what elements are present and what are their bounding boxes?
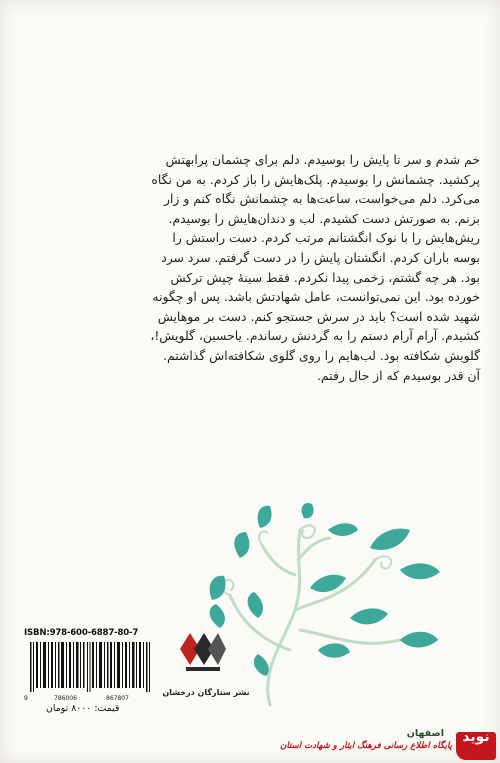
barcode-block — [24, 628, 154, 726]
text-line: بود. هر چه گشتم، زخمی پیدا نکردم. فقط سینهٔ چپش ترکش — [170, 269, 480, 285]
text-line: آن قدر بوسیدم که از حال رفتم. — [317, 367, 480, 383]
barcode-digits-middle: 786006 — [54, 695, 77, 702]
text-line: خورده بود. این نمی‌توانست، عامل شهادتش باشد. پس او چگونه — [152, 289, 480, 305]
text-line: بوسه باران کردم. انگشتان پایش را در دست گرفتم. سرد سرد — [161, 249, 480, 265]
text-line: ریش‌هایش را با نوک انگشتانم مرتب کردم. دست راستش را — [172, 230, 480, 246]
publisher-name: نشر ستارگان درخشان — [162, 688, 250, 697]
isbn-label: ISBN:978-600-6887-80-7 — [24, 628, 139, 638]
text-line: گلویش شکافته بود. لب‌هایم را روی گلوی شکافته‌اش گذاشتم. — [163, 347, 480, 363]
text-line: خم شدم و سر تا پایش را بوسیدم. دلم برای چشمان پرابهتش — [165, 152, 480, 167]
back-cover-text — [30, 150, 480, 385]
barcode — [30, 642, 152, 692]
text-line: بزنم. به صورتش دست کشیدم. لب و دندان‌هایش را بوسیدم. — [168, 210, 480, 226]
text-line: کشیدم. آرام آرام دستم را به گردنش رساندم. یاحسین، گلویش!، — [150, 328, 480, 344]
text-line: شهید شده است؟ باید در سرش جستجو کنم. دست بر موهایش — [157, 308, 480, 324]
watermark — [280, 728, 500, 763]
vine-illustration — [200, 500, 450, 710]
watermark-city: اصفهان — [406, 728, 444, 739]
barcode-digit-left: 9 — [24, 695, 28, 702]
publisher-logo — [176, 627, 228, 673]
watermark-badge-text: نوید — [462, 729, 490, 745]
price-label: قیمت: ۸۰۰۰ تومان — [46, 703, 120, 714]
text-line: پرکشید. چشمانش را بوسیدم. پلک‌هایش را باز کردم. به من نگاه — [151, 171, 480, 187]
text-line: می‌کرد. دلم می‌خواست، ساعت‌ها به چشمانش نگاه کنم و زار — [163, 191, 480, 207]
watermark-line: پایگاه اطلاع رسانی فرهنگ ایثار و شهادت استان — [280, 741, 452, 751]
barcode-digits-right: 867807 — [106, 695, 129, 702]
